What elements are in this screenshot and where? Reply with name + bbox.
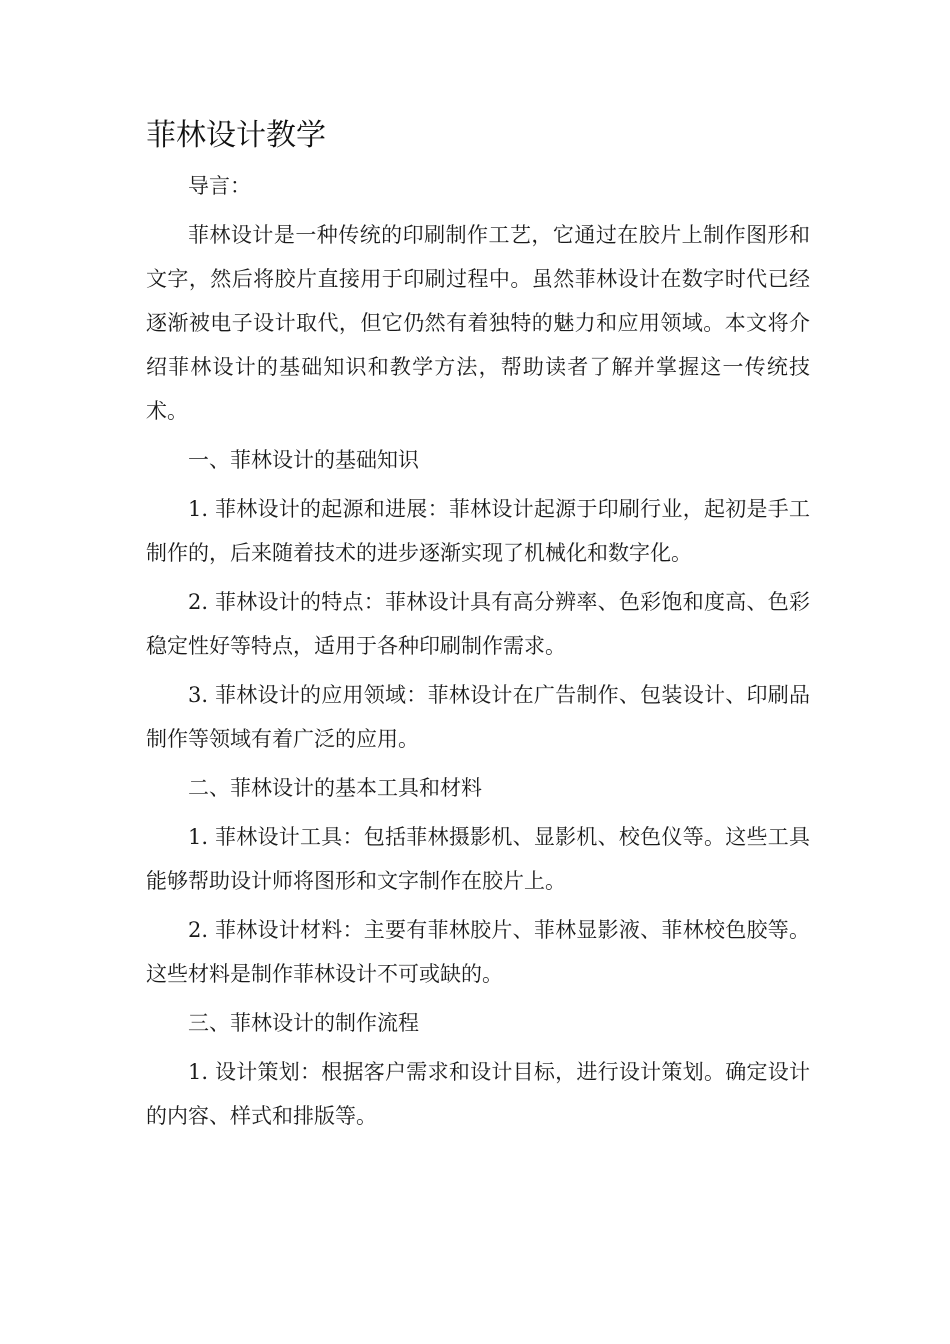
list-item: 1. 菲林设计工具：包括菲林摄影机、显影机、校色仪等。这些工具能够帮助设计师将图形和文字制作在胶片上。 [146,825,810,893]
paragraph-intro: 菲林设计是一种传统的印刷制作工艺，它通过在胶片上制作图形和文字，然后将胶片直接用于印刷过程中。虽然菲林设计在数字时代已经逐渐被电子设计取代，但它仍然有着独特的魅力和应用领域。本文将介绍菲林设计的基础知识和教学方法，帮助读者了解并掌握这一传统技术。 [146,223,810,423]
list-item: 2. 菲林设计的特点：菲林设计具有高分辨率、色彩饱和度高、色彩稳定性好等特点，适用于各种印刷制作需求。 [146,590,810,658]
section-heading-3: 三、菲林设计的制作流程 [188,1011,419,1035]
list-item: 3. 菲林设计的应用领域：菲林设计在广告制作、包装设计、印刷品制作等领域有着广泛的应用。 [146,683,810,751]
document-title: 菲林设计教学 [146,118,326,153]
document-body [146,164,810,1143]
list-item: 1. 设计策划：根据客户需求和设计目标，进行设计策划。确定设计的内容、样式和排版等。 [146,1060,810,1128]
section-heading-1: 一、菲林设计的基础知识 [188,448,419,472]
section-heading-2: 二、菲林设计的基本工具和材料 [188,776,482,800]
list-item: 1. 菲林设计的起源和进展：菲林设计起源于印刷行业，起初是手工制作的，后来随着技术的进步逐渐实现了机械化和数字化。 [146,497,810,565]
paragraph-intro-label: 导言： [188,174,251,198]
list-item: 2. 菲林设计材料：主要有菲林胶片、菲林显影液、菲林校色胶等。这些材料是制作菲林设计不可或缺的。 [146,918,810,986]
